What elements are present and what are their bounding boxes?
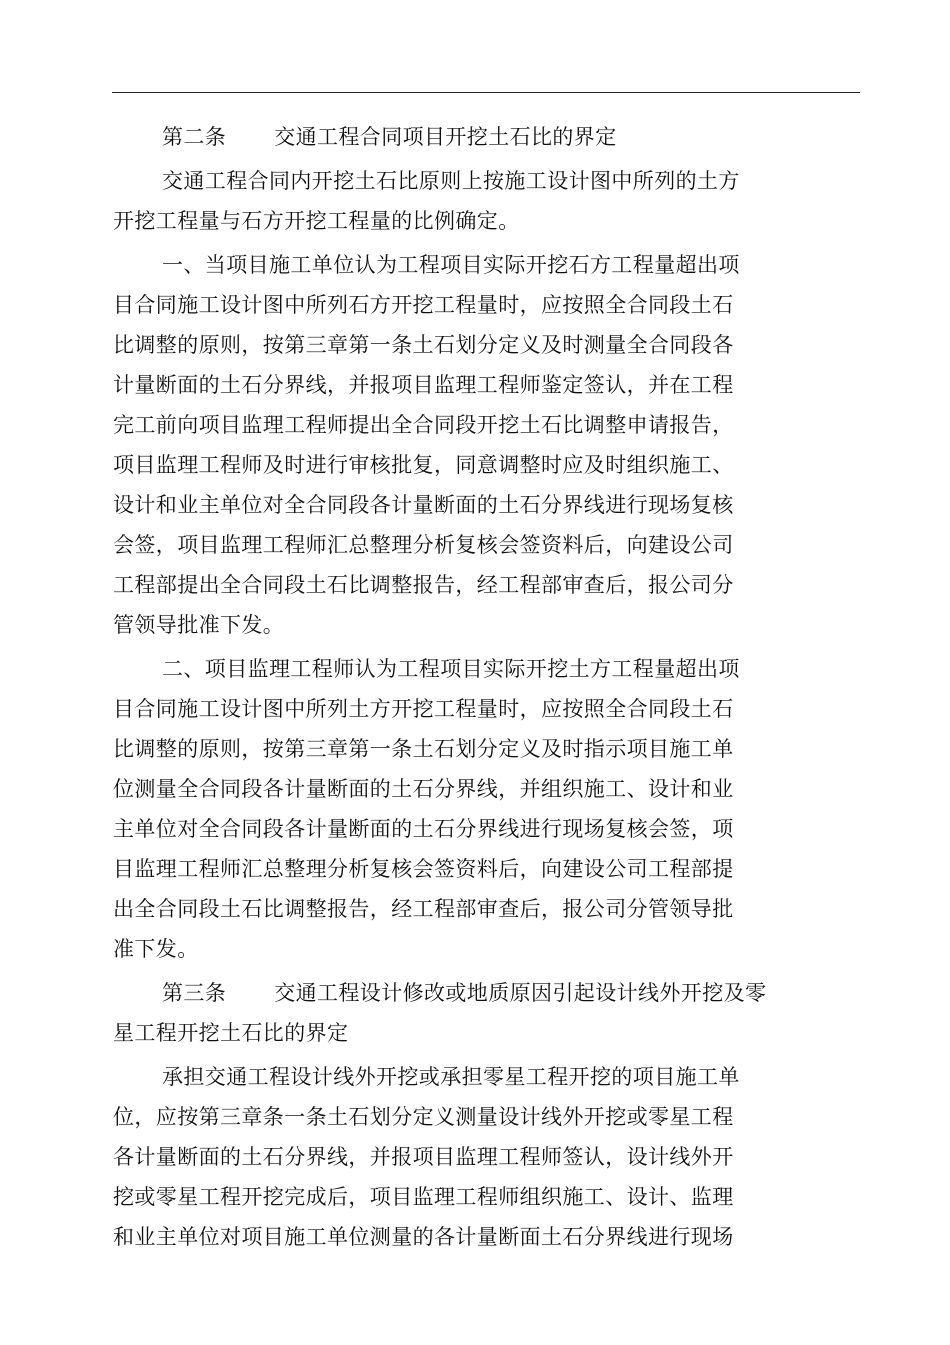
section-heading-3 <box>113 973 793 1013</box>
paragraph-line: 承担交通工程设计线外开挖或承担零星工程开挖的项目施工单 <box>162 1065 740 1089</box>
paragraph-line: 主单位对全合同段各计量断面的土石分界线进行现场复核会签，项 <box>113 817 734 841</box>
section-title: 交通工程合同项目开挖土石比的界定 <box>274 125 617 149</box>
paragraph-line: 设计和业主单位对全合同段各计量断面的土石分界线进行现场复核 <box>113 493 734 517</box>
paragraph-line: 目合同施工设计图中所列石方开挖工程量时，应按照全合同段土石 <box>113 293 734 317</box>
paragraph-line: 目监理工程师汇总整理分析复核会签资料后，向建设公司工程部提 <box>113 857 734 881</box>
section-heading-2 <box>113 117 793 157</box>
paragraph-line: 比调整的原则，按第三章第一条土石划分定义及时测量全合同段各 <box>113 333 734 357</box>
document-body <box>113 117 793 1257</box>
paragraph-line: 位，应按第三章条一条土石划分定义测量设计线外开挖或零星工程 <box>113 1105 734 1129</box>
paragraph-line: 工程部提出全合同段土石比调整报告，经工程部审查后，报公司分 <box>113 573 734 597</box>
paragraph-line: 各计量断面的土石分界线，并报项目监理工程师签认，设计线外开 <box>113 1145 734 1169</box>
paragraph-line: 项目监理工程师及时进行审核批复，同意调整时应及时组织施工、 <box>113 453 734 477</box>
section-number: 第三条 <box>162 981 227 1005</box>
section-title-continued: 星工程开挖土石比的界定 <box>113 1021 349 1045</box>
header-rule <box>112 92 860 93</box>
paragraph-line: 位测量全合同段各计量断面的土石分界线，并组织施工、设计和业 <box>113 777 734 801</box>
paragraph-line: 出全合同段土石比调整报告，经工程部审查后，报公司分管领导批 <box>113 897 734 921</box>
paragraph-line: 管领导批准下发。 <box>113 613 285 637</box>
paragraph-line: 一、当项目施工单位认为工程项目实际开挖石方工程量超出项 <box>162 253 740 277</box>
paragraph-line: 开挖工程量与石方开挖工程量的比例确定。 <box>113 209 520 233</box>
section-number: 第二条 <box>162 125 227 149</box>
paragraph-line: 交通工程合同内开挖土石比原则上按施工设计图中所列的土方 <box>162 169 740 193</box>
paragraph-line: 完工前向项目监理工程师提出全合同段开挖土石比调整申请报告， <box>113 413 734 437</box>
paragraph-line: 二、项目监理工程师认为工程项目实际开挖土方工程量超出项 <box>162 657 740 681</box>
section-title: 交通工程设计修改或地质原因引起设计线外开挖及零 <box>274 981 767 1005</box>
paragraph-line: 计量断面的土石分界线，并报项目监理工程师鉴定签认，并在工程 <box>113 373 734 397</box>
paragraph-line: 会签，项目监理工程师汇总整理分析复核会签资料后，向建设公司 <box>113 533 734 557</box>
paragraph-line: 比调整的原则，按第三章第一条土石划分定义及时指示项目施工单 <box>113 737 734 761</box>
paragraph-line: 挖或零星工程开挖完成后，项目监理工程师组织施工、设计、监理 <box>113 1185 734 1209</box>
paragraph-line: 目合同施工设计图中所列土方开挖工程量时，应按照全合同段土石 <box>113 697 734 721</box>
paragraph-line: 和业主单位对项目施工单位测量的各计量断面土石分界线进行现场 <box>113 1225 734 1249</box>
paragraph-line: 准下发。 <box>113 937 199 961</box>
